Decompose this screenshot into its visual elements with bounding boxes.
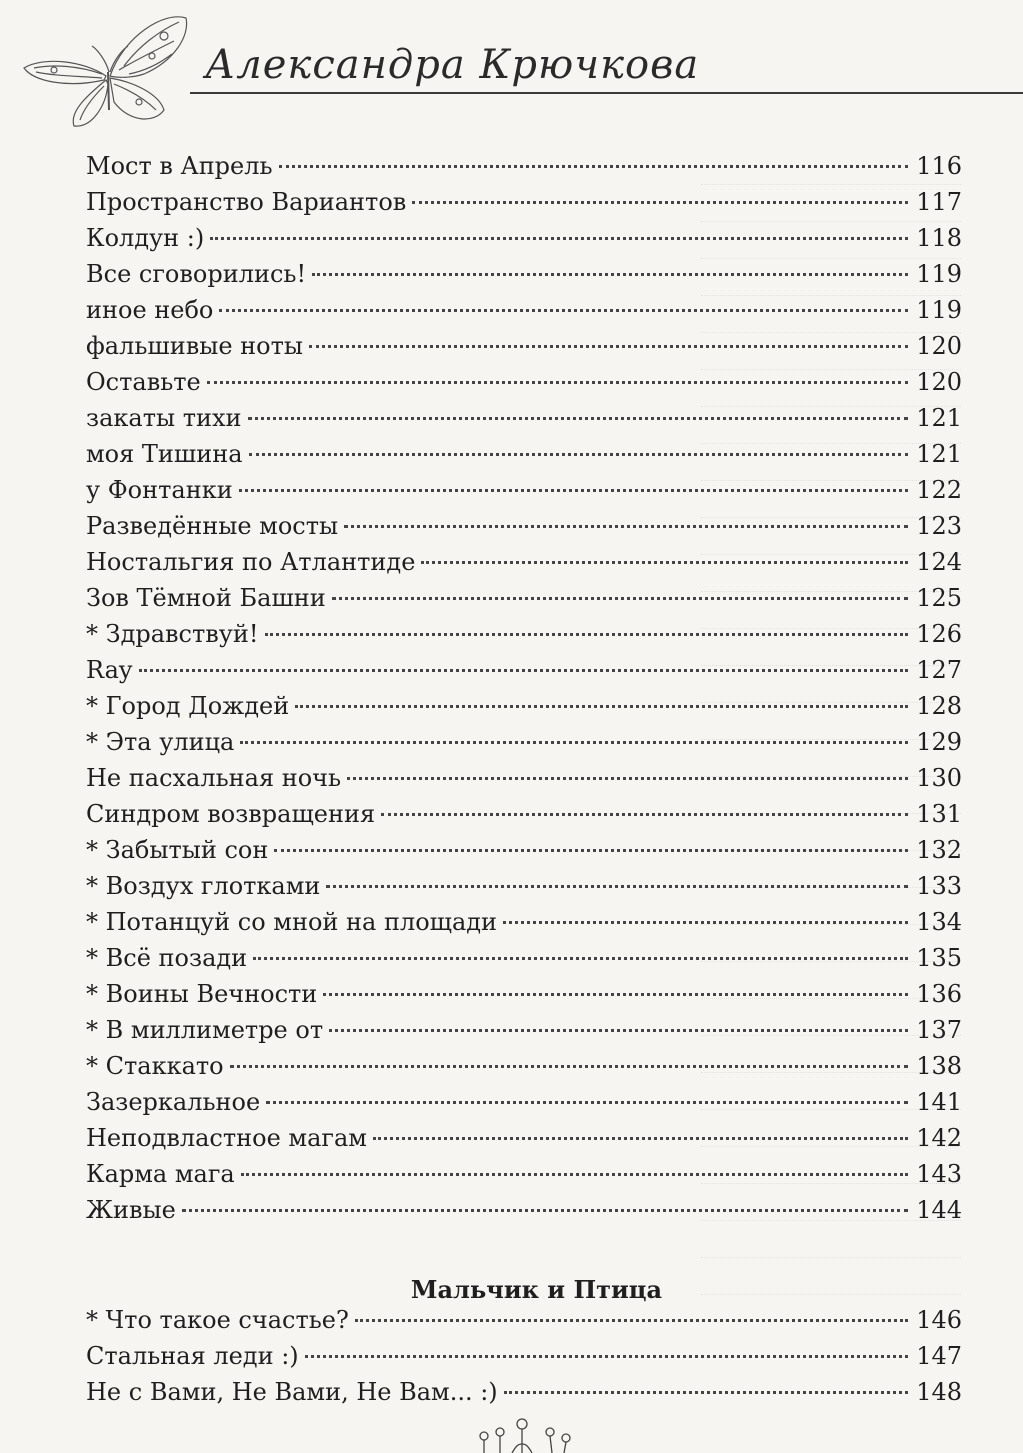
- toc-page-number: 141: [916, 1088, 962, 1116]
- toc-page-number: 133: [916, 872, 962, 900]
- dot-leader: [309, 345, 908, 348]
- dot-leader: [347, 777, 908, 780]
- toc-row[interactable]: [86, 580, 962, 616]
- dot-leader: [279, 165, 909, 168]
- dot-leader: [219, 309, 908, 312]
- toc-page-number: 125: [916, 584, 962, 612]
- toc-title: * Всё позади: [86, 944, 248, 972]
- toc-title: Все сговорились!: [86, 260, 307, 288]
- toc-row[interactable]: [86, 1084, 962, 1120]
- toc-title: Ray: [86, 656, 133, 684]
- toc-row[interactable]: [86, 796, 962, 832]
- dot-leader: [240, 741, 908, 744]
- author-name: Александра Крючкова: [205, 42, 700, 88]
- toc-title: Колдун :): [86, 224, 205, 252]
- toc-page-number: 147: [916, 1342, 962, 1370]
- toc-page-number: 118: [916, 224, 962, 252]
- toc-row[interactable]: [86, 328, 962, 364]
- dot-leader: [210, 237, 908, 240]
- toc-title: Неподвластное магам: [86, 1124, 367, 1152]
- toc-title: иное небо: [86, 296, 214, 324]
- toc-title: Пространство Вариантов: [86, 188, 407, 216]
- dot-leader: [248, 417, 909, 420]
- dot-leader: [139, 669, 909, 672]
- dot-leader: [295, 705, 908, 708]
- toc-title: Карма мага: [86, 1160, 235, 1188]
- dot-leader: [326, 885, 908, 888]
- toc-page-number: 130: [916, 764, 962, 792]
- toc-row[interactable]: [86, 1302, 962, 1338]
- toc-page-number: 135: [916, 944, 962, 972]
- toc-page-number: 127: [916, 656, 962, 684]
- toc-row[interactable]: [86, 184, 962, 220]
- toc-page-number: 124: [916, 548, 962, 576]
- toc-row[interactable]: [86, 256, 962, 292]
- toc-row[interactable]: [86, 472, 962, 508]
- toc-page-number: 126: [916, 620, 962, 648]
- toc-row[interactable]: [86, 1120, 962, 1156]
- toc-title: моя Тишина: [86, 440, 243, 468]
- dot-leader: [355, 1319, 908, 1322]
- toc-page-number: 148: [916, 1378, 962, 1406]
- toc-row[interactable]: [86, 616, 962, 652]
- toc-title: * Воины Вечности: [86, 980, 318, 1008]
- header-divider: [190, 92, 1023, 94]
- toc-title: * Эта улица: [86, 728, 235, 756]
- toc-row[interactable]: [86, 1048, 962, 1084]
- dot-leader: [503, 921, 908, 924]
- toc-row[interactable]: [86, 940, 962, 976]
- toc-row[interactable]: [86, 400, 962, 436]
- dot-leader: [249, 453, 909, 456]
- toc-title: * Воздух глотками: [86, 872, 321, 900]
- toc-row[interactable]: [86, 292, 962, 328]
- dot-leader: [265, 633, 909, 636]
- toc-row[interactable]: [86, 1012, 962, 1048]
- toc-title: Мост в Апрель: [86, 152, 273, 180]
- toc-row[interactable]: [86, 1374, 962, 1410]
- dot-leader: [421, 561, 908, 564]
- toc-row[interactable]: [86, 1338, 962, 1374]
- page-header: [0, 0, 1023, 140]
- toc-title: * Здравствуй!: [86, 620, 259, 648]
- toc-row[interactable]: [86, 688, 962, 724]
- toc-title: Разведённые мосты: [86, 512, 339, 540]
- toc-page-number: 134: [916, 908, 962, 936]
- toc-row[interactable]: [86, 832, 962, 868]
- toc-page-number: 120: [916, 368, 962, 396]
- toc-page-number: 128: [916, 692, 962, 720]
- toc-title: Не с Вами, Не Вами, Не Вам... :): [86, 1378, 498, 1406]
- flower-ornament-icon: [472, 1418, 582, 1453]
- toc-page-number: 121: [916, 440, 962, 468]
- butterfly-icon: [14, 6, 192, 130]
- toc-page-number: 123: [916, 512, 962, 540]
- toc-title: Живые: [86, 1196, 176, 1224]
- dot-leader: [329, 1029, 908, 1032]
- toc-page-number: 146: [916, 1306, 962, 1334]
- dot-leader: [274, 849, 908, 852]
- dot-leader: [312, 273, 908, 276]
- toc-title: Зазеркальное: [86, 1088, 261, 1116]
- toc-page-number: 117: [916, 188, 962, 216]
- dot-leader: [253, 957, 908, 960]
- toc-title: закаты тихи: [86, 404, 242, 432]
- toc-row[interactable]: [86, 436, 962, 472]
- dot-leader: [230, 1065, 909, 1068]
- toc-row[interactable]: [86, 364, 962, 400]
- toc-page-number: 131: [916, 800, 962, 828]
- toc-page-number: 121: [916, 404, 962, 432]
- toc-row[interactable]: [86, 724, 962, 760]
- toc-row[interactable]: [86, 220, 962, 256]
- dot-leader: [344, 525, 908, 528]
- toc-page-number: 143: [916, 1160, 962, 1188]
- toc-page-number: 129: [916, 728, 962, 756]
- toc-title: * Забытый сон: [86, 836, 269, 864]
- toc-page-number: 122: [916, 476, 962, 504]
- table-of-contents: [86, 148, 962, 1228]
- toc-page-number: 136: [916, 980, 962, 1008]
- toc-page-number: 120: [916, 332, 962, 360]
- toc-row[interactable]: [86, 544, 962, 580]
- toc-page-number: 142: [916, 1124, 962, 1152]
- dot-leader: [239, 489, 908, 492]
- dot-leader: [207, 381, 908, 384]
- toc-title: Зов Тёмной Башни: [86, 584, 326, 612]
- toc-title: Стальная леди :): [86, 1342, 299, 1370]
- toc-title: у Фонтанки: [86, 476, 233, 504]
- toc-page-number: 137: [916, 1016, 962, 1044]
- toc-page-number: 119: [916, 296, 962, 324]
- toc-title: * Что такое счастье?: [86, 1306, 349, 1334]
- toc-page-number: 138: [916, 1052, 962, 1080]
- toc-row[interactable]: [86, 868, 962, 904]
- toc-title: Синдром возвращения: [86, 800, 376, 828]
- dot-leader: [504, 1391, 909, 1394]
- toc-title: * Город Дождей: [86, 692, 290, 720]
- toc-page-number: 116: [916, 152, 962, 180]
- dot-leader: [381, 813, 908, 816]
- toc-title: Ностальгия по Атлантиде: [86, 548, 416, 576]
- toc-title: * Потанцуй со мной на площади: [86, 908, 498, 936]
- toc-title: Оставьте: [86, 368, 201, 396]
- dot-leader: [373, 1137, 908, 1140]
- toc-page-number: 132: [916, 836, 962, 864]
- toc-row[interactable]: [86, 976, 962, 1012]
- section-heading: Мальчик и Птица: [410, 1275, 663, 1304]
- dot-leader: [305, 1355, 909, 1358]
- toc-row[interactable]: [86, 1192, 962, 1228]
- toc-page-number: 144: [916, 1196, 962, 1224]
- toc-title: * Стаккато: [86, 1052, 224, 1080]
- toc-row[interactable]: [86, 1156, 962, 1192]
- dot-leader: [323, 993, 908, 996]
- toc-page-number: 119: [916, 260, 962, 288]
- dot-leader: [182, 1209, 908, 1212]
- toc-row[interactable]: [86, 904, 962, 940]
- toc-row[interactable]: [86, 148, 962, 184]
- toc-row[interactable]: [86, 652, 962, 688]
- toc-row[interactable]: [86, 760, 962, 796]
- section-contents: [86, 1302, 962, 1410]
- toc-title: Не пасхальная ночь: [86, 764, 342, 792]
- dot-leader: [241, 1173, 908, 1176]
- dot-leader: [266, 1101, 908, 1104]
- toc-title: * В миллиметре от: [86, 1016, 324, 1044]
- dot-leader: [332, 597, 908, 600]
- toc-title: фальшивые ноты: [86, 332, 303, 360]
- toc-row[interactable]: [86, 508, 962, 544]
- dot-leader: [412, 201, 908, 204]
